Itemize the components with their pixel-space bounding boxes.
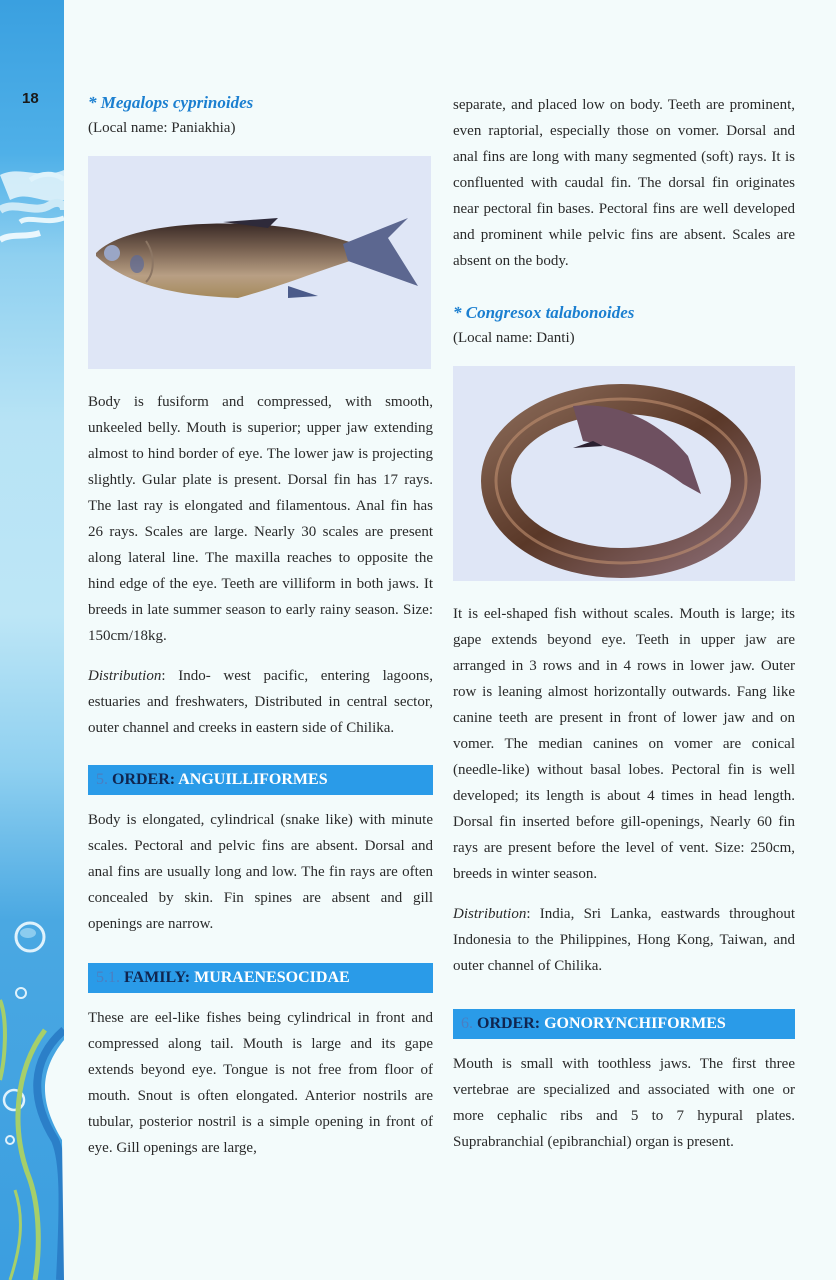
fish-photo-megalops: [88, 156, 431, 369]
order-number: 6.: [461, 1015, 473, 1032]
family-kind: FAMILY:: [124, 969, 191, 986]
left-column: [88, 92, 433, 1161]
distribution-text: : Indo- west pacific, entering lagoons, estuaries and freshwaters, Distributed in central sector, outer channel and creeks in eastern side of Chilika.: [88, 668, 433, 736]
family-banner-muraenesocidae: [88, 963, 433, 993]
megalops-fish-image-icon: [88, 156, 431, 369]
distribution-text: : India, Sri Lanka, eastwards throughout Indonesia to the Philippines, Hong Kong, Taiwan, and outer channel of Chilika.: [453, 906, 795, 974]
description-muraenesocidae-continued: separate, and placed low on body. Teeth are prominent, even raptorial, especially those on vomer. Dorsal and anal fins are long with many segmented (soft) rays. It is confluented with caudal fin. The dorsal fin originates near pectoral fin bases. Pectoral fins are well developed and prominent while pelvic fins are absent. Scales are absent on the body.: [453, 97, 795, 269]
description-anguilliformes: Body is elongated, cylindrical (snake like) with minute scales. Pectoral and pelvic fins are absent. Dorsal and anal fins are usually long and low. The fin rays are often concealed by skin. Fin spines are absent and gill openings are narrow.: [88, 812, 433, 932]
distribution-congresox: [453, 901, 795, 979]
description-muraenesocidae: These are eel-like fishes being cylindrical in front and compressed along tail. Mouth is large and its gape extends beyond eye. Tongue is not free from floor of mouth. Snout is often elongated. Anterior nostrils are tubular, posterior nostril is a simple opening in front of eye. Gill openings are large,: [88, 1010, 433, 1156]
description-megalops: Body is fusiform and compressed, with smooth, unkeeled belly. Mouth is superior; upper jaw extending almost to hind border of eye. The lower jaw is projecting slightly. Gular plate is present. Dorsal fin has 17 rays. The last ray is elongated and filamentous. Anal fin has 26 rays. Scales are large. Nearly 30 scales are present along lateral line. The maxilla reaches to opposite the hind edge of the eye. Teeth are villiform in both jaws. It breeds in late summer season to early rainy season. Size: 150cm/18kg.: [88, 394, 433, 644]
local-name-congresox: (Local name: Danti): [453, 330, 575, 346]
order-name: GONORYNCHIFORMES: [544, 1015, 726, 1032]
family-number: 5.1.: [96, 969, 120, 986]
local-name-megalops: (Local name: Paniakhia): [88, 120, 236, 136]
order-kind: ORDER:: [112, 771, 176, 788]
distribution-label: Distribution: [88, 668, 162, 684]
decorative-side-strip: [0, 0, 64, 1280]
species-title-congresox: * Congresox talabonoides: [453, 303, 635, 322]
right-column: [453, 92, 795, 1155]
order-kind: ORDER:: [477, 1015, 541, 1032]
page-number: 18: [22, 90, 39, 107]
congresox-eel-image-icon: [453, 366, 795, 581]
description-congresox: It is eel-shaped fish without scales. Mouth is large; its gape extends beyond eye. Teeth in upper jaw are arranged in 3 rows and in 4 rows in lower jaw. Outer row is leaning almost horizontally outwards. Fang like canine teeth are present in front of lower jaw and on vomer. The median canines on vomer are conical (needle-like) without basal lobes. Pectoral fin is well developed; its length is about 4 times in head length. Dorsal fin inserted before gill-openings, Nearly 60 fin rays are present before the level of vent. Size: 250cm, breeds in winter season.: [453, 606, 795, 882]
fish-photo-congresox: [453, 366, 795, 581]
family-name: MURAENESOCIDAE: [194, 969, 350, 986]
distribution-label: Distribution: [453, 906, 527, 922]
species-title-megalops: * Megalops cyprinoides: [88, 93, 254, 112]
water-wave-decoration-icon: [0, 0, 64, 1280]
order-name: ANGUILLIFORMES: [178, 771, 328, 788]
order-banner-gonorynchiformes: [453, 1009, 795, 1039]
distribution-megalops: [88, 663, 433, 741]
description-gonorynchiformes: Mouth is small with toothless jaws. The first three vertebrae are specialized and associated with one or more cephalic ribs and 5 to 7 hypural plates. Suprabranchial (epibranchial) organ is present.: [453, 1056, 795, 1150]
order-number: 5.: [96, 771, 108, 788]
order-banner-anguilliformes: [88, 765, 433, 795]
